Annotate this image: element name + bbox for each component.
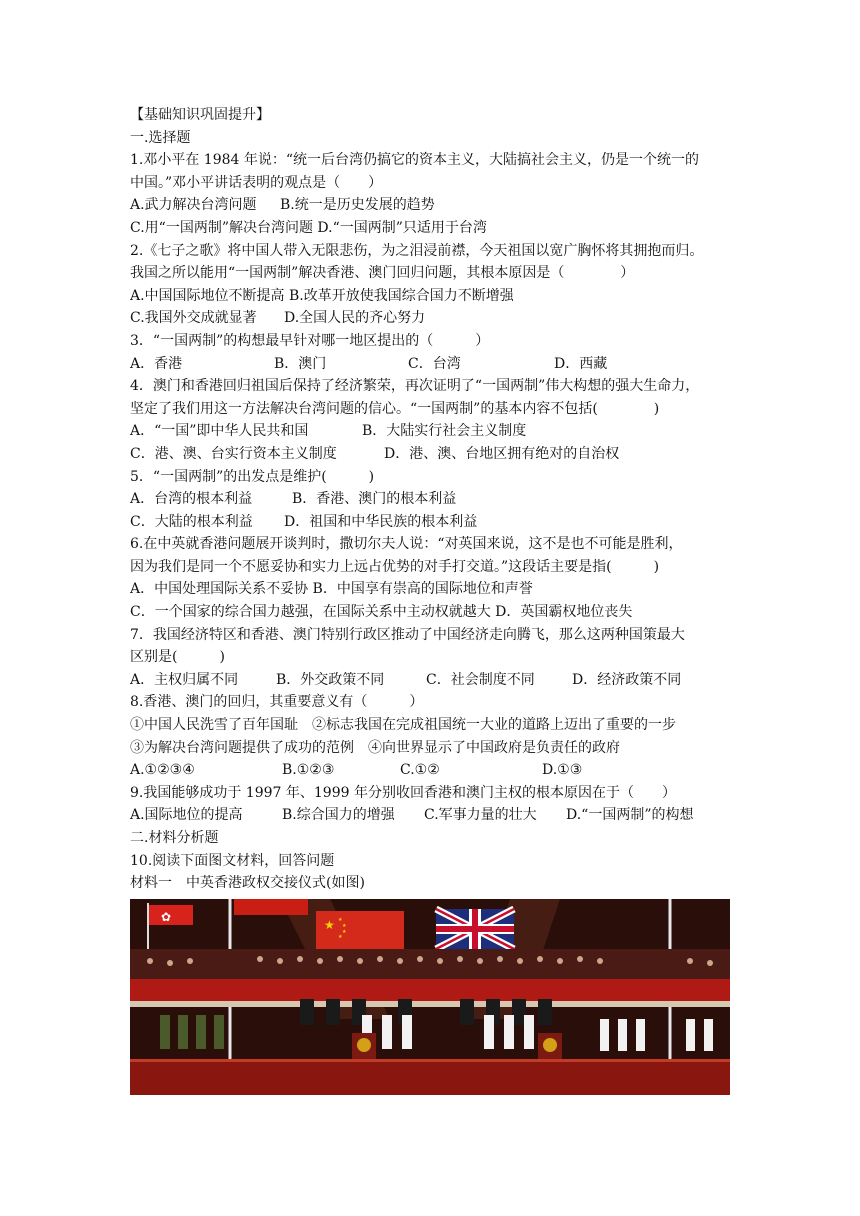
q9-stem: 9.我国能够成功于 1997 年、1999 年分别收回香港和澳门主权的根本原因在于（ ）	[130, 784, 676, 801]
q8-options	[130, 759, 730, 782]
q5-options-row-2	[130, 511, 730, 534]
q2-stem-line-1: 2.《七子之歌》将中国人带入无限悲伤，为之泪浸前襟，今天祖国以宽广胸怀将其拥抱而归。	[130, 242, 704, 259]
part-one-heading: 一.选择题	[130, 129, 191, 146]
q5-option-c: C．大陆的根本利益	[130, 513, 253, 530]
q5-option-b: B．香港、澳门的根本利益	[292, 491, 457, 508]
q8-items-line-1: ①中国人民洗雪了百年国耻 ②标志我国在完成祖国统一大业的道路上迈出了重要的一步	[130, 717, 676, 734]
svg-text:★: ★	[342, 922, 347, 929]
q1-stem-line-2: 中国。”邓小平讲话表明的观点是（ ）	[130, 174, 383, 191]
q5-option-d: D．祖国和中华民族的根本利益	[284, 513, 478, 530]
q1-option-cd: C.用“一国两制”解决台湾问题 D.“一国两制”只适用于台湾	[130, 219, 487, 236]
q3-option-d: D．西藏	[554, 355, 608, 372]
q5-option-a: A．台湾的根本利益	[130, 491, 253, 508]
svg-text:★: ★	[342, 928, 347, 935]
q4-stem-line-1: 4．澳门和香港回归祖国后保持了经济繁荣，再次证明了“一国两制”伟大构想的强大生命力，	[130, 378, 700, 395]
q10-stem: 10.阅读下面图文材料，回答问题	[130, 852, 335, 869]
q3-option-c: C．台湾	[408, 355, 461, 372]
svg-text:✿: ✿	[161, 909, 172, 924]
document-page	[130, 104, 730, 1095]
q9-options	[130, 804, 730, 827]
q9-option-d: D.“一国两制”的构想	[566, 807, 694, 824]
q4-option-c: C．港、澳、台实行资本主义制度	[130, 445, 337, 462]
q8-option-c: C.①②	[400, 762, 440, 779]
q4-options-row-2	[130, 443, 730, 466]
q5-stem: 5．“一国两制”的出发点是维护( )	[130, 468, 375, 485]
q8-stem: 8.香港、澳门的回归，其重要意义有（ ）	[130, 694, 424, 711]
q7-option-a: A．主权归属不同	[130, 671, 239, 688]
q7-option-b: B．外交政策不同	[276, 671, 385, 688]
q8-option-d: D.①③	[542, 762, 583, 779]
q9-option-c: C.军事力量的壮大	[424, 807, 537, 824]
q2-options-row-2	[130, 307, 730, 330]
handover-ceremony-photo	[130, 899, 730, 1095]
q2-stem-line-2: 我国之所以能用“一国两制”解决香港、澳门回归问题，其根本原因是（ ）	[130, 265, 635, 282]
q1-option-a: A.武力解决台湾问题	[130, 197, 257, 214]
q6-option-ab: A．中国处理国际关系不妥协 B．中国享有崇高的国际地位和声誉	[130, 581, 533, 598]
q1-options-row-1	[130, 194, 730, 217]
q4-option-d: D．港、澳、台地区拥有绝对的自治权	[384, 445, 620, 462]
q9-option-a: A.国际地位的提高	[130, 807, 243, 824]
svg-text:★: ★	[338, 916, 343, 923]
svg-text:★: ★	[338, 933, 343, 940]
q2-option-c: C.我国外交成就显著	[130, 310, 257, 327]
q3-option-b: B．澳门	[274, 355, 327, 372]
q9-option-b: B.综合国力的增强	[282, 807, 395, 824]
q5-options-row-1	[130, 488, 730, 511]
q6-stem-line-2: 因为我们是同一个不愿妥协和实力上远占优势的对手打交道。”这段话主要是指( )	[130, 558, 660, 575]
q7-stem-line-1: 7．我国经济特区和香港、澳门特别行政区推动了中国经济走向腾飞，那么这两种国策最大	[130, 626, 685, 643]
q7-option-c: C．社会制度不同	[426, 671, 535, 688]
q4-option-a: A．“一国”即中华人民共和国	[130, 423, 309, 440]
q8-items-line-2: ③为解决台湾问题提供了成功的范例 ④向世界显示了中国政府是负责任的政府	[130, 739, 620, 756]
q4-stem-line-2: 坚定了我们用这一方法解决台湾问题的信心。“一国两制”的基本内容不包括( )	[130, 400, 660, 417]
q4-option-b: B．大陆实行社会主义制度	[362, 423, 527, 440]
section-title: 【基础知识巩固提升】	[130, 107, 270, 123]
q1-option-b: B.统一是历史发展的趋势	[280, 197, 435, 214]
q7-option-d: D．经济政策不同	[572, 671, 682, 688]
q7-options	[130, 669, 730, 692]
q2-option-ab: A.中国国际地位不断提高 B.改革开放使我国综合国力不断增强	[130, 287, 514, 304]
q3-option-a: A．香港	[130, 355, 183, 372]
q4-options-row-1	[130, 420, 730, 443]
q2-option-d: D.全国人民的齐心努力	[284, 310, 426, 327]
q1-stem-line-1: 1.邓小平在 1984 年说：“统一后台湾仍搞它的资本主义，大陆搞社会主义，仍是一个统一的	[130, 152, 700, 169]
q6-option-cd: C．一个国家的综合国力越强，在国际关系中主动权就越大 D．英国霸权地位丧失	[130, 604, 633, 621]
q8-option-a: A.①②③④	[130, 762, 195, 779]
q7-stem-line-2: 区别是( )	[130, 649, 225, 666]
handover-ceremony-illustration	[130, 899, 730, 1095]
part-two-heading: 二.材料分析题	[130, 830, 219, 846]
q3-options	[130, 353, 730, 376]
svg-text:★: ★	[324, 917, 335, 932]
q6-stem-line-1: 6.在中英就香港问题展开谈判时，撒切尔夫人说：“对英国来说，这不是也不可能是胜利，	[130, 536, 683, 553]
q10-material-1-caption: 材料一 中英香港政权交接仪式(如图)	[130, 875, 365, 892]
q8-option-b: B.①②③	[282, 762, 335, 779]
q3-stem: 3．“一国两制”的构想最早针对哪一地区提出的（ ）	[130, 332, 490, 349]
